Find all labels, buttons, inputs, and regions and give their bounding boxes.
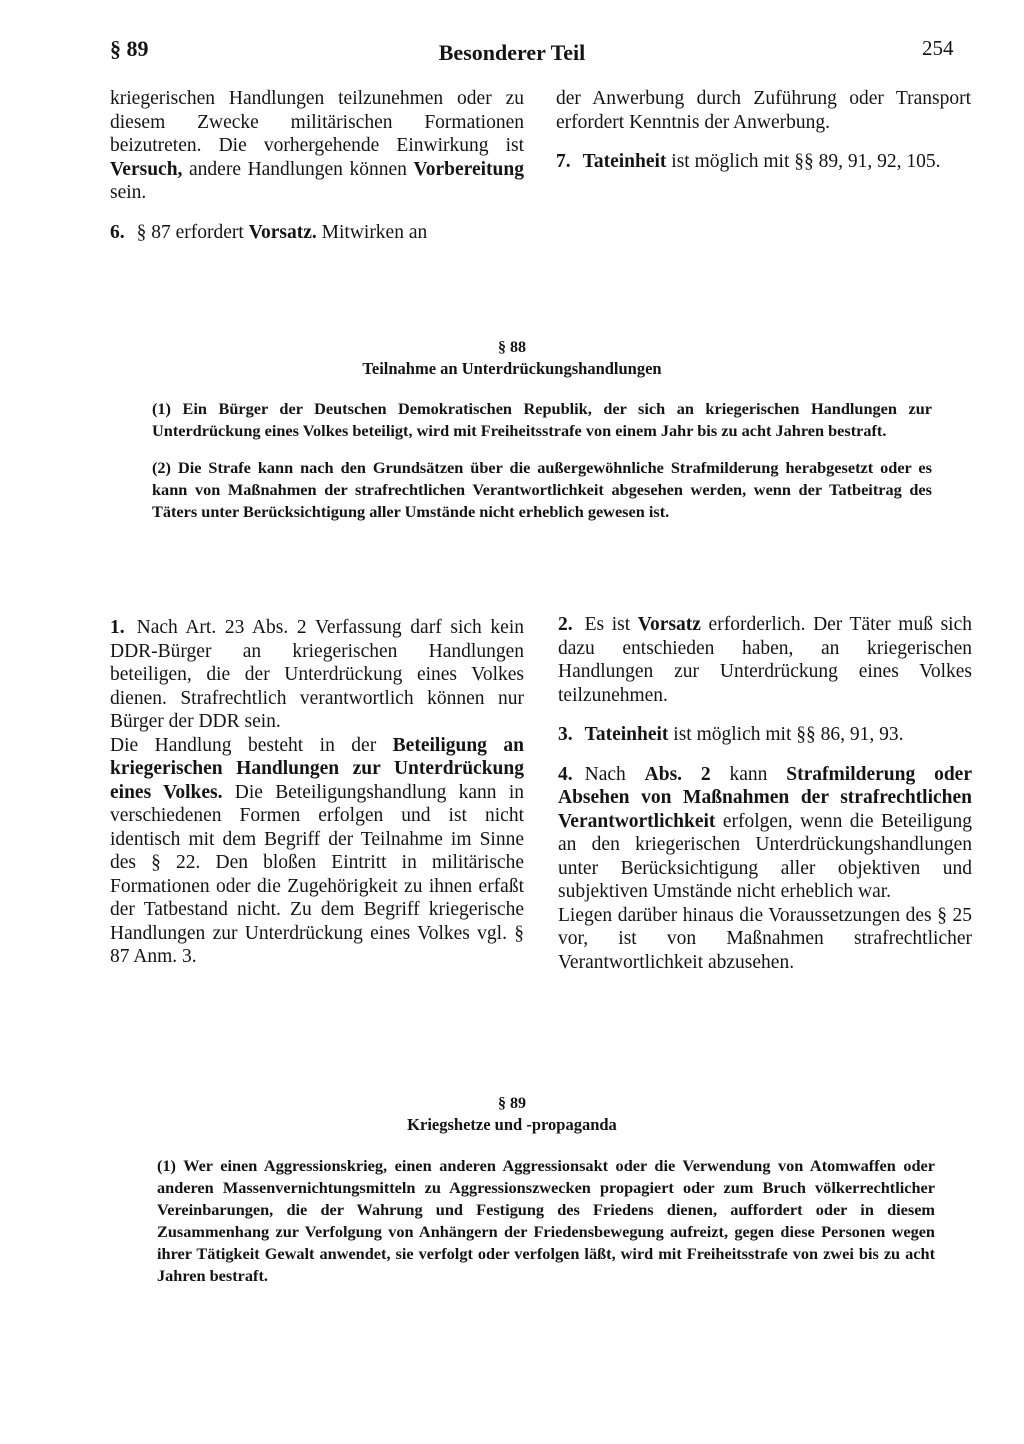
commentary-continued-left <box>110 87 524 244</box>
statute-paragraph-1: (1) Ein Bürger der Deutschen Demokratischen Republik, der sich an kriegerischen Handlungen zur Unterdrückung eines Volkes beteiligt, wird mit Freiheitsstrafe von einem Jahr bis zu acht Jahren bestraft. <box>152 399 932 440</box>
note-number: 3. <box>558 724 573 745</box>
emphasis-text: Abs. 2 <box>644 763 711 785</box>
emphasis-text: Strafmilderung oder Absehen von Maßnahmen der strafrechtlichen Verantwortlichkeit <box>558 763 972 832</box>
commentary-paragraph <box>110 87 524 205</box>
page-number: 254 <box>922 36 954 60</box>
section-88-statute <box>152 398 932 523</box>
note-text <box>585 724 904 745</box>
text-run: kriegerischen Handlungen teilzunehmen oder zu diesem Zwecke militärischen Formationen beizutreten. Die vorhergehende Einwirkung ist <box>110 88 524 156</box>
emphasis-text: Vorbereitung <box>413 158 524 180</box>
text-run: sein. <box>110 182 147 203</box>
commentary-paragraph-6 <box>110 221 524 245</box>
section-88-title: Teilnahme an Unterdrückungshandlungen <box>362 359 662 378</box>
text-run: ist möglich mit §§ 89, 91, 92, 105. <box>666 151 941 172</box>
note-text <box>583 151 941 172</box>
note-number: 6. <box>110 221 125 243</box>
text-run: Nach <box>584 763 645 785</box>
statute-paragraph-1: (1) Wer einen Aggressionskrieg, einen anderen Aggressionsakt oder die Verwendung von Atomwaffen oder anderen Massenvernichtungsmitteln zu Aggressionszwecken propagiert oder zum Bruch völkerrechtlicher Vereinbarungen, die der Wahrung und Festigung des Friedens dienen, auffordert oder in diesem Zusammenhang zur Verfolgung von Anhängern der Friedensbewegung aufreizt, gegen diese Personen wegen ihrer Tätigkeit Gewalt anwendet, sie verfolgt oder verfolgen läßt, wird mit Freiheitsstrafe von zwei bis zu acht Jahren bestraft. <box>157 1156 935 1285</box>
commentary-88-right <box>558 613 972 974</box>
note-text <box>558 614 972 706</box>
text-run: Die Beteiligungshandlung kann in verschiedenen Formen erfolgen und ist nicht identisch mit dem Begriff der Teilnahme im Sinne des § 22. Den bloßen Eintritt in militärische Formationen oder die Zugehörigkeit zu ihnen erfaßt der Tatbestand nicht. Zu dem Begriff kriegerische Handlungen zur Unterdrückung eines Volkes vgl. § 87 Anm. 3. <box>110 781 524 967</box>
note-text <box>137 222 428 243</box>
commentary-88-left <box>110 616 524 969</box>
note-text <box>558 764 972 903</box>
note-text: Nach Art. 23 Abs. 2 Verfassung darf sich kein DDR-Bürger an kriegerischen Handlungen beteiligen, die der Unterdrückung eines Volkes dienen. Strafrechtlich verantwortlich können nur Bürger der DDR sein. <box>110 617 524 732</box>
text-run: andere Handlungen können <box>182 158 414 180</box>
statute-paragraph-2: (2) Die Strafe kann nach den Grundsätzen über die außergewöhnliche Strafmilderung herabgesetzt oder es kann von Maßnahmen der strafrechtlichen Verantwortlichkeit abgesehen werden, wenn der Tatbeitrag des Täters unter Berücksichtigung aller Umstände nicht erheblich gewesen ist. <box>152 458 932 521</box>
emphasis-text: Versuch, <box>110 158 183 180</box>
commentary-paragraph-4-cont: Liegen darüber hinaus die Voraussetzungen des § 25 vor, ist von Maßnahmen strafrechtlicher Verantwortlichkeit abzusehen. <box>558 904 972 973</box>
section-89-number: § 89 <box>498 1095 526 1112</box>
commentary-paragraph: der Anwerbung durch Zuführung oder Transport erfordert Kenntnis der Anwerbung. <box>556 88 971 133</box>
text-run: kann <box>710 763 787 785</box>
emphasis-text: Vorsatz <box>637 614 701 635</box>
text-run: Es ist <box>584 614 638 635</box>
note-number: 4. <box>558 763 573 785</box>
commentary-paragraph-2 <box>558 613 972 707</box>
section-88-number: § 88 <box>498 339 526 356</box>
commentary-paragraph-7 <box>556 150 971 174</box>
commentary-continued-right <box>556 87 971 174</box>
section-89-statute <box>157 1155 935 1287</box>
note-number: 7. <box>556 151 571 172</box>
running-header-section: § 89 <box>110 36 149 61</box>
running-header-title: Besonderer Teil <box>438 40 586 65</box>
section-89-title: Kriegshetze und -propaganda <box>407 1115 617 1134</box>
commentary-paragraph-1 <box>110 616 524 734</box>
text-run: ist möglich mit §§ 86, 91, 93. <box>668 724 904 745</box>
text-run: erfolgen, wenn die Beteiligung an den kriegerischen Unterdrückungshandlungen unter Berücksichtigung aller objektiven und subjektiven Umstände nicht erheblich war. <box>558 810 972 902</box>
note-number: 2. <box>558 614 573 635</box>
emphasis-text: Vorsatz. <box>248 221 317 243</box>
emphasis-text: Beteiligung an kriegerischen Handlungen zur Unterdrückung eines Volkes. <box>110 734 524 803</box>
note-number: 1. <box>110 617 125 638</box>
commentary-paragraph-4 <box>558 763 972 904</box>
text-run: Die Handlung besteht in der <box>110 734 393 756</box>
commentary-paragraph-1-cont <box>110 734 524 969</box>
emphasis-text: Tateinheit <box>582 151 667 172</box>
text-run: erforderlich. Der Täter muß sich dazu entschieden haben, an kriegerischen Handlungen zur Unterdrückung eines Volkes teilzunehmen. <box>558 614 972 706</box>
commentary-paragraph-3 <box>558 723 972 747</box>
text-run: § 87 erfordert <box>136 221 249 243</box>
emphasis-text: Tateinheit <box>584 724 669 745</box>
text-run: Mitwirken an <box>316 221 428 243</box>
